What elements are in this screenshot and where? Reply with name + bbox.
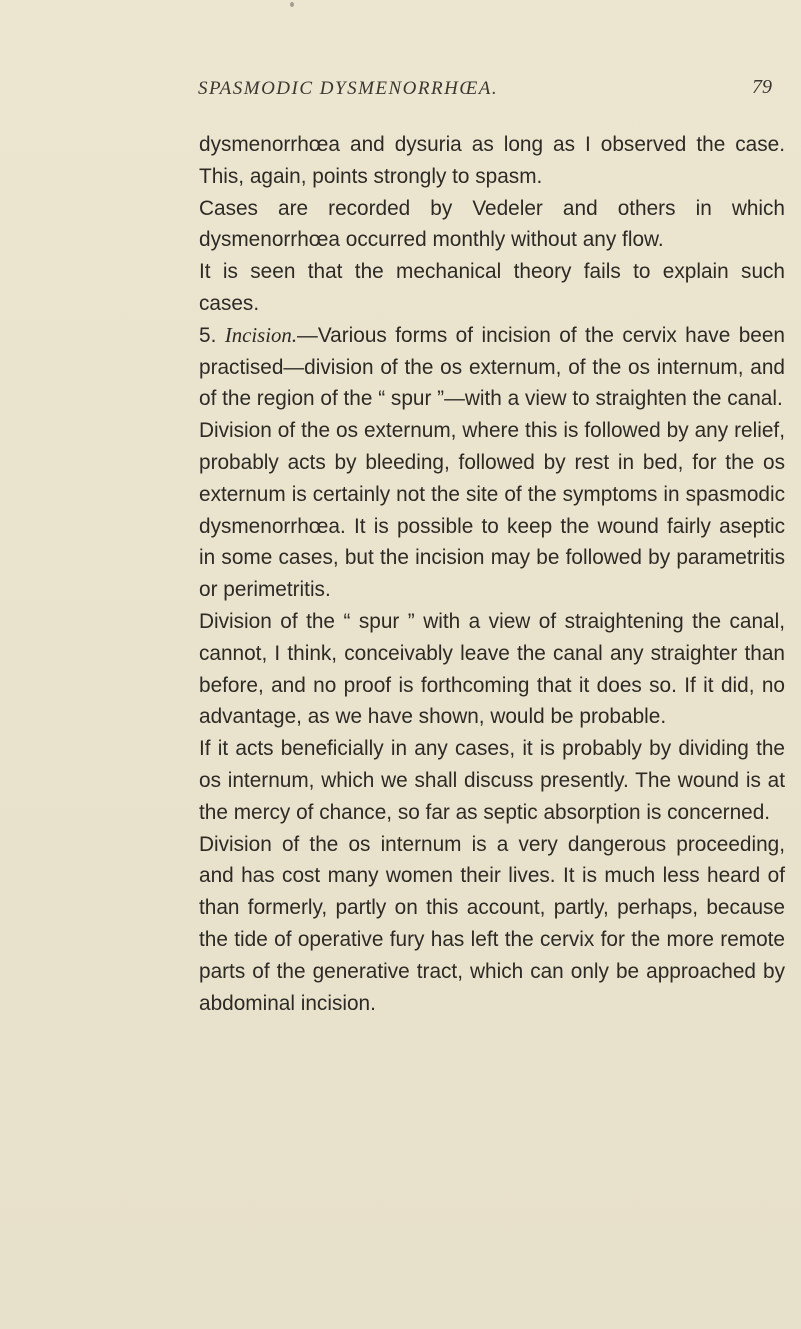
running-head: SPASMODIC DYSMENORRHŒA. [198, 78, 499, 99]
page-number: 79 [752, 76, 772, 98]
paragraph: If it acts beneficially in any cases, it is probably by dividing the os internum, which we shall discuss presently. The wound is at the mercy of chance, so far as septic absorption is concerned. [199, 737, 785, 824]
section-number: 5. [199, 323, 217, 347]
section-title: Incision. [224, 323, 298, 347]
paragraph [199, 320, 785, 415]
paragraph: Division of the “ spur ” with a view of straightening the canal, cannot, I think, conceivably leave the canal any straighter than before, and no proof is forthcoming that it does so. If it did, no advantage, as we have shown, would be probable. [199, 609, 785, 729]
paragraph: Cases are recorded by Vedeler and others in which dysmenorrhœa occurred monthly without any flow. [199, 196, 785, 252]
section-text: —Various forms of incision of the cervix have been practised—division of the os externum, of the os internum, and of the region of the “ spur ”—with a view to straighten the canal. [199, 323, 785, 411]
paragraph: Division of the os internum is a very dangerous proceeding, and has cost many women their lives. It is much less heard of than formerly, partly on this account, partly, perhaps, because the tide of operative fury has left the cervix for the more remote parts of the generative tract, which can only be approached by abdominal incision. [199, 832, 785, 1015]
paragraph: Division of the os externum, where this is followed by any relief, probably acts by bleeding, followed by rest in bed, for the os externum is certainly not the site of the symptoms in spasmodic dysmenorrhœa. It is possible to keep the wound fairly aseptic in some cases, but the incision may be followed by parametritis or perimetritis. [199, 419, 785, 602]
paragraph: dysmenorrhœa and dysuria as long as I observed the case. This, again, points strongly to spasm. [199, 133, 785, 188]
ink-speck [290, 2, 294, 7]
body-text [199, 129, 785, 1019]
paragraph: It is seen that the mechanical theory fails to explain such cases. [199, 260, 785, 315]
